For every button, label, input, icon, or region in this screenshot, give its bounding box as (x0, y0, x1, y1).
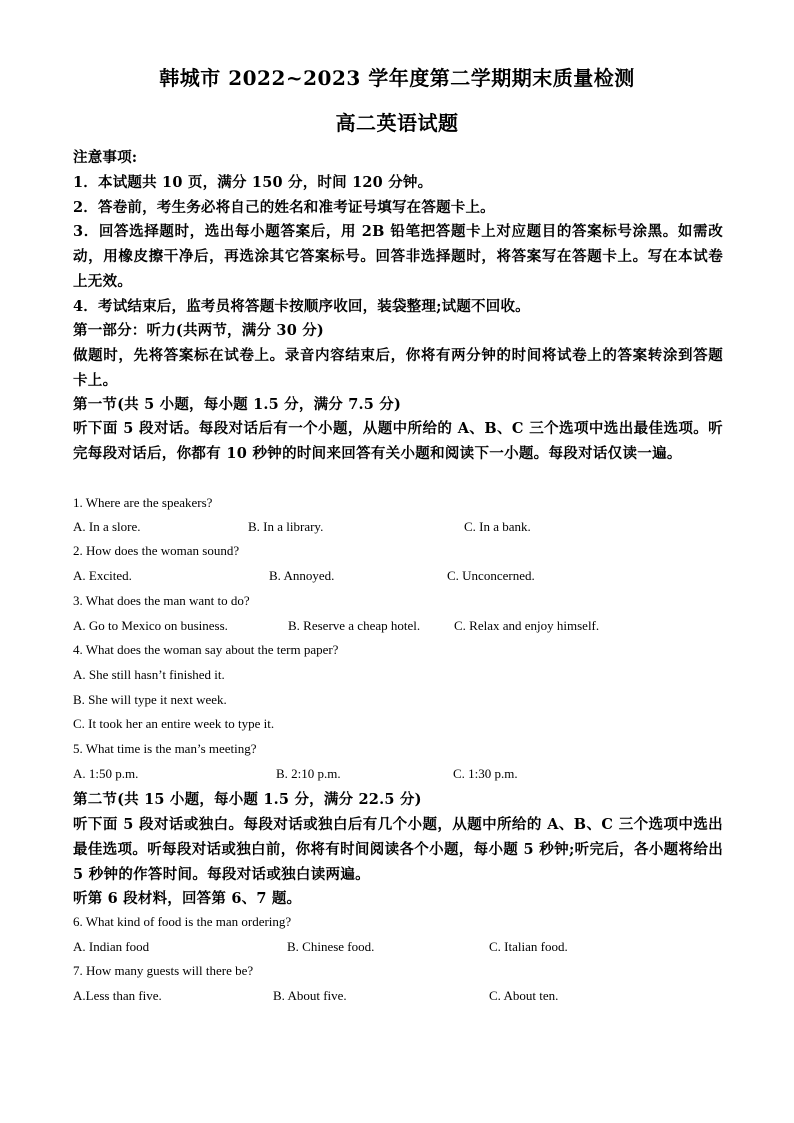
part1-heading: 第一部分：听力(共两节，满分 30 分) (73, 322, 324, 339)
section1-instructions: 听下面 5 段对话。每段对话后有一个小题，从题中所给的 A、B、C 三个选项中选出最佳选项。听完每段对话后，你都有 10 秒钟的时间来回答有关小题和阅读下一小题。每段对话仅读一遍。 (73, 420, 723, 462)
q6-option-b: B. Chinese food. (287, 939, 375, 954)
exam-title: 韩城市 2022~2023 学年度第二学期期末质量检测 (159, 66, 635, 90)
q6-option-a: A. Indian food (73, 939, 150, 954)
notes-heading: 注意事项: (73, 149, 138, 166)
note-item-3: 3．回答选择题时，选出每小题答案后，用 2B 铅笔把答题卡上对应题目的答案标号涂黑。如需改动，用橡皮擦干净后，再选涂其它答案标号。回答非选择题时，将答案写在答题卡上。写在本试卷上无效。 (73, 223, 723, 290)
q6-option-c: C. Italian food. (489, 939, 568, 954)
exam-subtitle: 高二英语试题 (335, 111, 459, 135)
question-4: 4. What does the woman say about the term paper? (73, 642, 339, 657)
section1-heading: 第一节(共 5 小题，每小题 1.5 分，满分 7.5 分) (73, 396, 402, 413)
q4-option-c: C. It took her an entire week to type it. (73, 716, 275, 731)
q3-option-b: B. Reserve a cheap hotel. (288, 618, 421, 633)
q7-option-b: B. About five. (273, 988, 347, 1003)
question-5: 5. What time is the man’s meeting? (73, 741, 257, 756)
q3-option-a: A. Go to Mexico on business. (73, 618, 228, 633)
q5-option-c: C. 1:30 p.m. (453, 766, 518, 781)
section2-heading: 第二节(共 15 小题，每小题 1.5 分，满分 22.5 分) (73, 791, 422, 808)
q1-option-a: A. In a slore. (73, 519, 141, 534)
note-item-1: 1．本试题共 10 页，满分 150 分，时间 120 分钟。 (73, 174, 433, 191)
section2-instructions: 听下面 5 段对话或独白。每段对话或独白后有几个小题，从题中所给的 A、B、C 三个选项中选出最佳选项。听每段对话或独白前，你将有时间阅读各个小题，每小题 5 秒钟;听完后，各小题将给出 5 秒钟的作答时间。每段对话或独白读两遍。 (73, 816, 723, 883)
note-item-2: 2．答卷前，考生务必将自己的姓名和准考证号填写在答题卡上。 (73, 199, 495, 216)
q1-option-b: B. In a library. (248, 519, 324, 534)
q5-option-b: B. 2:10 p.m. (276, 766, 341, 781)
material-6-heading: 听第 6 段材料，回答第 6、7 题。 (73, 890, 302, 907)
q4-option-a: A. She still hasn’t finished it. (73, 667, 225, 682)
q5-option-a: A. 1:50 p.m. (73, 766, 139, 781)
q3-option-c: C. Relax and enjoy himself. (454, 618, 600, 633)
part1-instructions: 做题时，先将答案标在试卷上。录音内容结束后，你将有两分钟的时间将试卷上的答案转涂到答题卡上。 (73, 347, 723, 389)
q4-option-b: B. She will type it next week. (73, 692, 227, 707)
question-7: 7. How many guests will there be? (73, 963, 254, 978)
question-3: 3. What does the man want to do? (73, 593, 250, 608)
q2-option-b: B. Annoyed. (269, 568, 335, 583)
q2-option-c: C. Unconcerned. (447, 568, 535, 583)
question-6: 6. What kind of food is the man ordering? (73, 914, 292, 929)
question-1: 1. Where are the speakers? (73, 495, 213, 510)
question-2: 2. How does the woman sound? (73, 543, 240, 558)
q7-option-a: A.Less than five. (73, 988, 162, 1003)
q7-option-c: C. About ten. (489, 988, 559, 1003)
q2-option-a: A. Excited. (73, 568, 132, 583)
q1-option-c: C. In a bank. (464, 519, 531, 534)
note-item-4: 4．考试结束后，监考员将答题卡按顺序收回，装袋整理;试题不回收。 (73, 298, 530, 315)
